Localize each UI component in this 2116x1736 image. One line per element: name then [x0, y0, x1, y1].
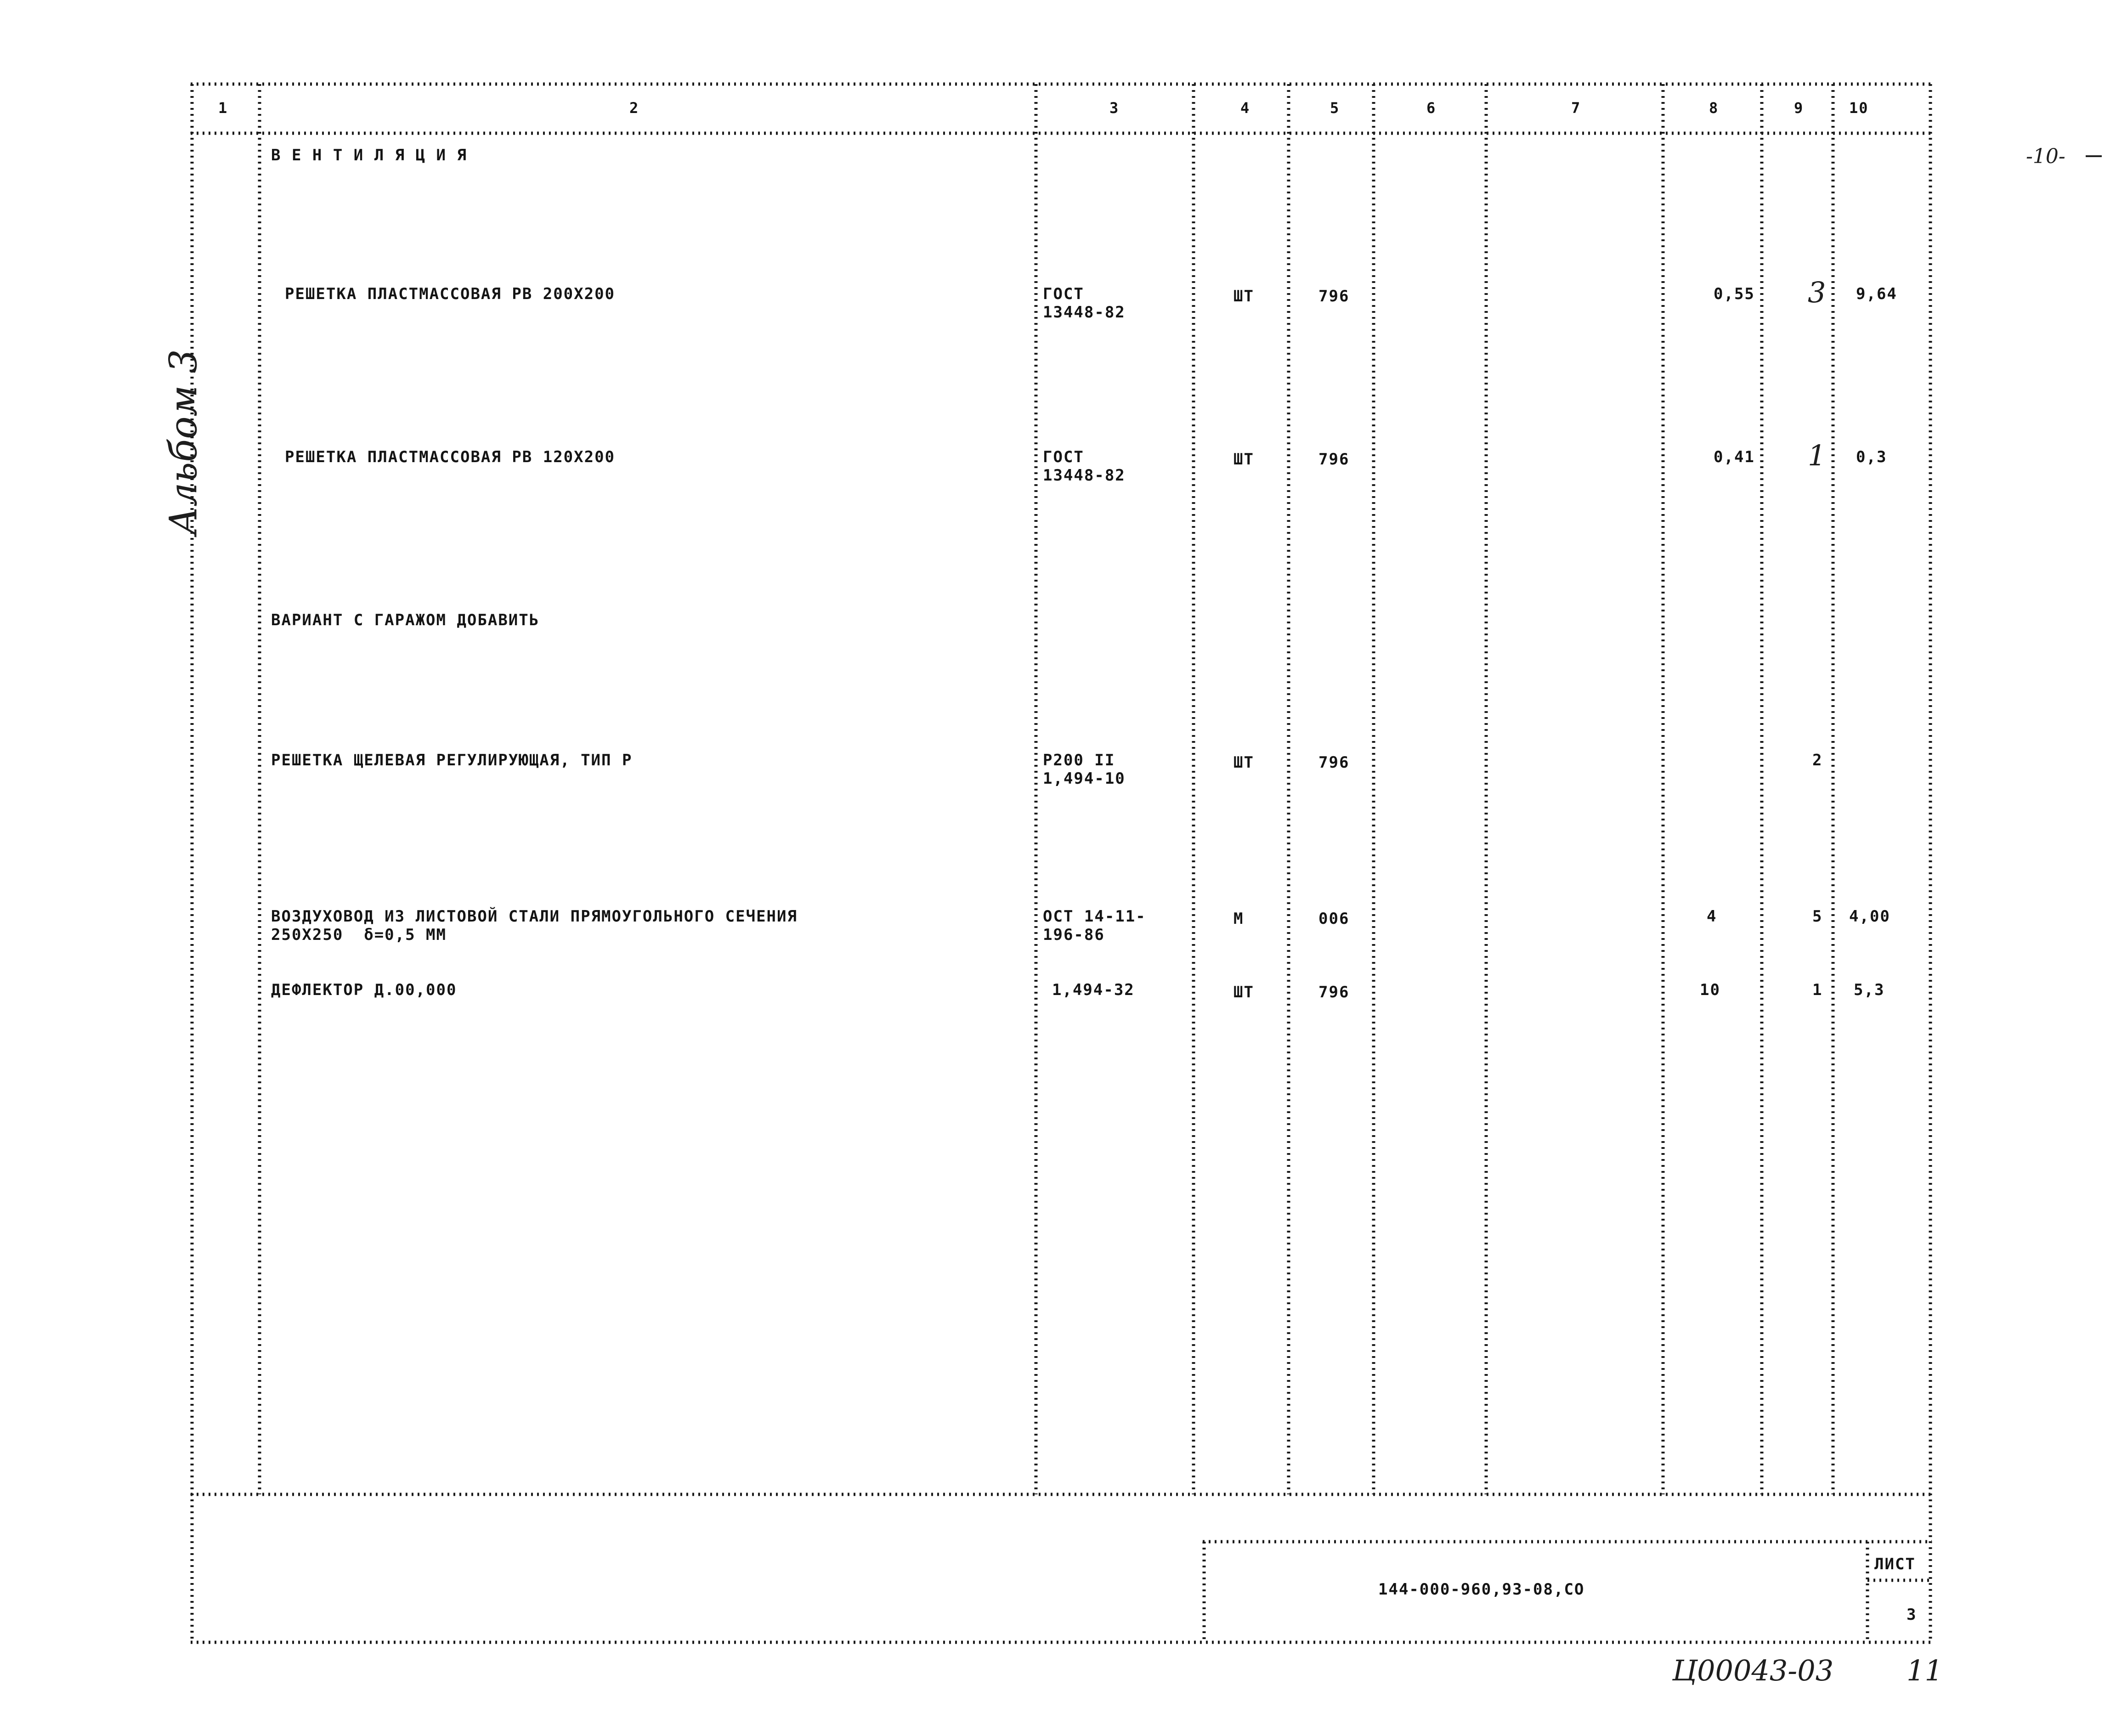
col-header-3: 3 [1109, 99, 1120, 117]
row-5-code: 006 [1318, 910, 1350, 928]
footer-code: Ц00043-03 [1672, 1654, 1834, 1687]
row-1-col10: 9,64 [1856, 285, 1897, 303]
row-2-doc-2: 13448-82 [1043, 466, 1126, 485]
row-6-doc: 1,494-32 [1052, 981, 1135, 999]
sheet-label: ЛИСТ [1874, 1555, 1916, 1573]
row-2-name: РЕШЕТКА ПЛАСТМАССОВАЯ РВ 120Х200 [285, 448, 616, 466]
row-1-doc-2: 13448-82 [1043, 303, 1126, 322]
row-6-col9: 1 [1812, 981, 1823, 999]
row-1-col8: 0,55 [1714, 285, 1755, 303]
row-5-doc: ОСТ 14-11- [1043, 907, 1146, 926]
footer-page: 11 [1907, 1654, 1943, 1687]
row-1-doc: ГОСТ [1043, 285, 1084, 303]
row-2-doc: ГОСТ [1043, 448, 1084, 466]
row-6-col10: 5,3 [1854, 981, 1885, 999]
album-label: Альбом 3 [162, 349, 206, 535]
row-2-col9: 1 [1808, 439, 1826, 472]
col-header-5: 5 [1330, 99, 1340, 117]
page-mark: -10- [2026, 145, 2065, 168]
row-6-col8: 10 [1700, 981, 1720, 999]
row-5-name: ВОЗДУХОВОД ИЗ ЛИСТОВОЙ СТАЛИ ПРЯМОУГОЛЬНОГО СЕЧЕНИЯ [271, 907, 798, 926]
row-2-code: 796 [1318, 450, 1350, 469]
row-1-unit: ШТ [1233, 287, 1254, 305]
row-6-code: 796 [1318, 983, 1350, 1001]
row-1-code: 796 [1318, 287, 1350, 305]
row-5-col10: 4,00 [1849, 907, 1890, 926]
row-5-unit: М [1233, 910, 1244, 928]
row-1-name: РЕШЕТКА ПЛАСТМАССОВАЯ РВ 200Х200 [285, 285, 616, 303]
col-header-9: 9 [1794, 99, 1804, 117]
row-4-doc: Р200 II [1043, 751, 1115, 769]
col-header-4: 4 [1240, 99, 1250, 117]
row-2-col8: 0,41 [1714, 448, 1755, 466]
col-header-1: 1 [218, 99, 228, 117]
col-header-6: 6 [1426, 99, 1437, 117]
row-2-unit: ШТ [1233, 450, 1254, 469]
col-header-10: 10 [1849, 99, 1869, 117]
row-3-note: ВАРИАНТ С ГАРАЖОМ ДОБАВИТЬ [271, 611, 540, 629]
row-5-name-2: 250Х250 δ=0,5 ММ [271, 926, 447, 944]
row-1-col9: 3 [1808, 276, 1826, 309]
row-2-col10: 0,3 [1856, 448, 1887, 466]
row-4-unit: ШТ [1233, 753, 1254, 772]
row-6-unit: ШТ [1233, 983, 1254, 1001]
document-designation: 144-000-960,93-08,СО [1378, 1580, 1585, 1599]
row-5-doc-2: 196-86 [1043, 926, 1105, 944]
col-header-8: 8 [1709, 99, 1719, 117]
sheet-number: 3 [1907, 1606, 1917, 1624]
row-4-col9: 2 [1812, 751, 1823, 769]
col-header-7: 7 [1571, 99, 1581, 117]
section-title: В Е Н Т И Л Я Ц И Я [271, 146, 467, 164]
row-4-name: РЕШЕТКА ЩЕЛЕВАЯ РЕГУЛИРУЮЩАЯ, ТИП Р [271, 751, 633, 769]
row-5-col8: 4 [1707, 907, 1717, 926]
row-6-name: ДЕФЛЕКТОР Д.00,000 [271, 981, 457, 999]
row-4-doc-2: 1,494-10 [1043, 769, 1126, 788]
row-5-col9: 5 [1812, 907, 1823, 926]
col-header-2: 2 [629, 99, 639, 117]
row-4-code: 796 [1318, 753, 1350, 772]
